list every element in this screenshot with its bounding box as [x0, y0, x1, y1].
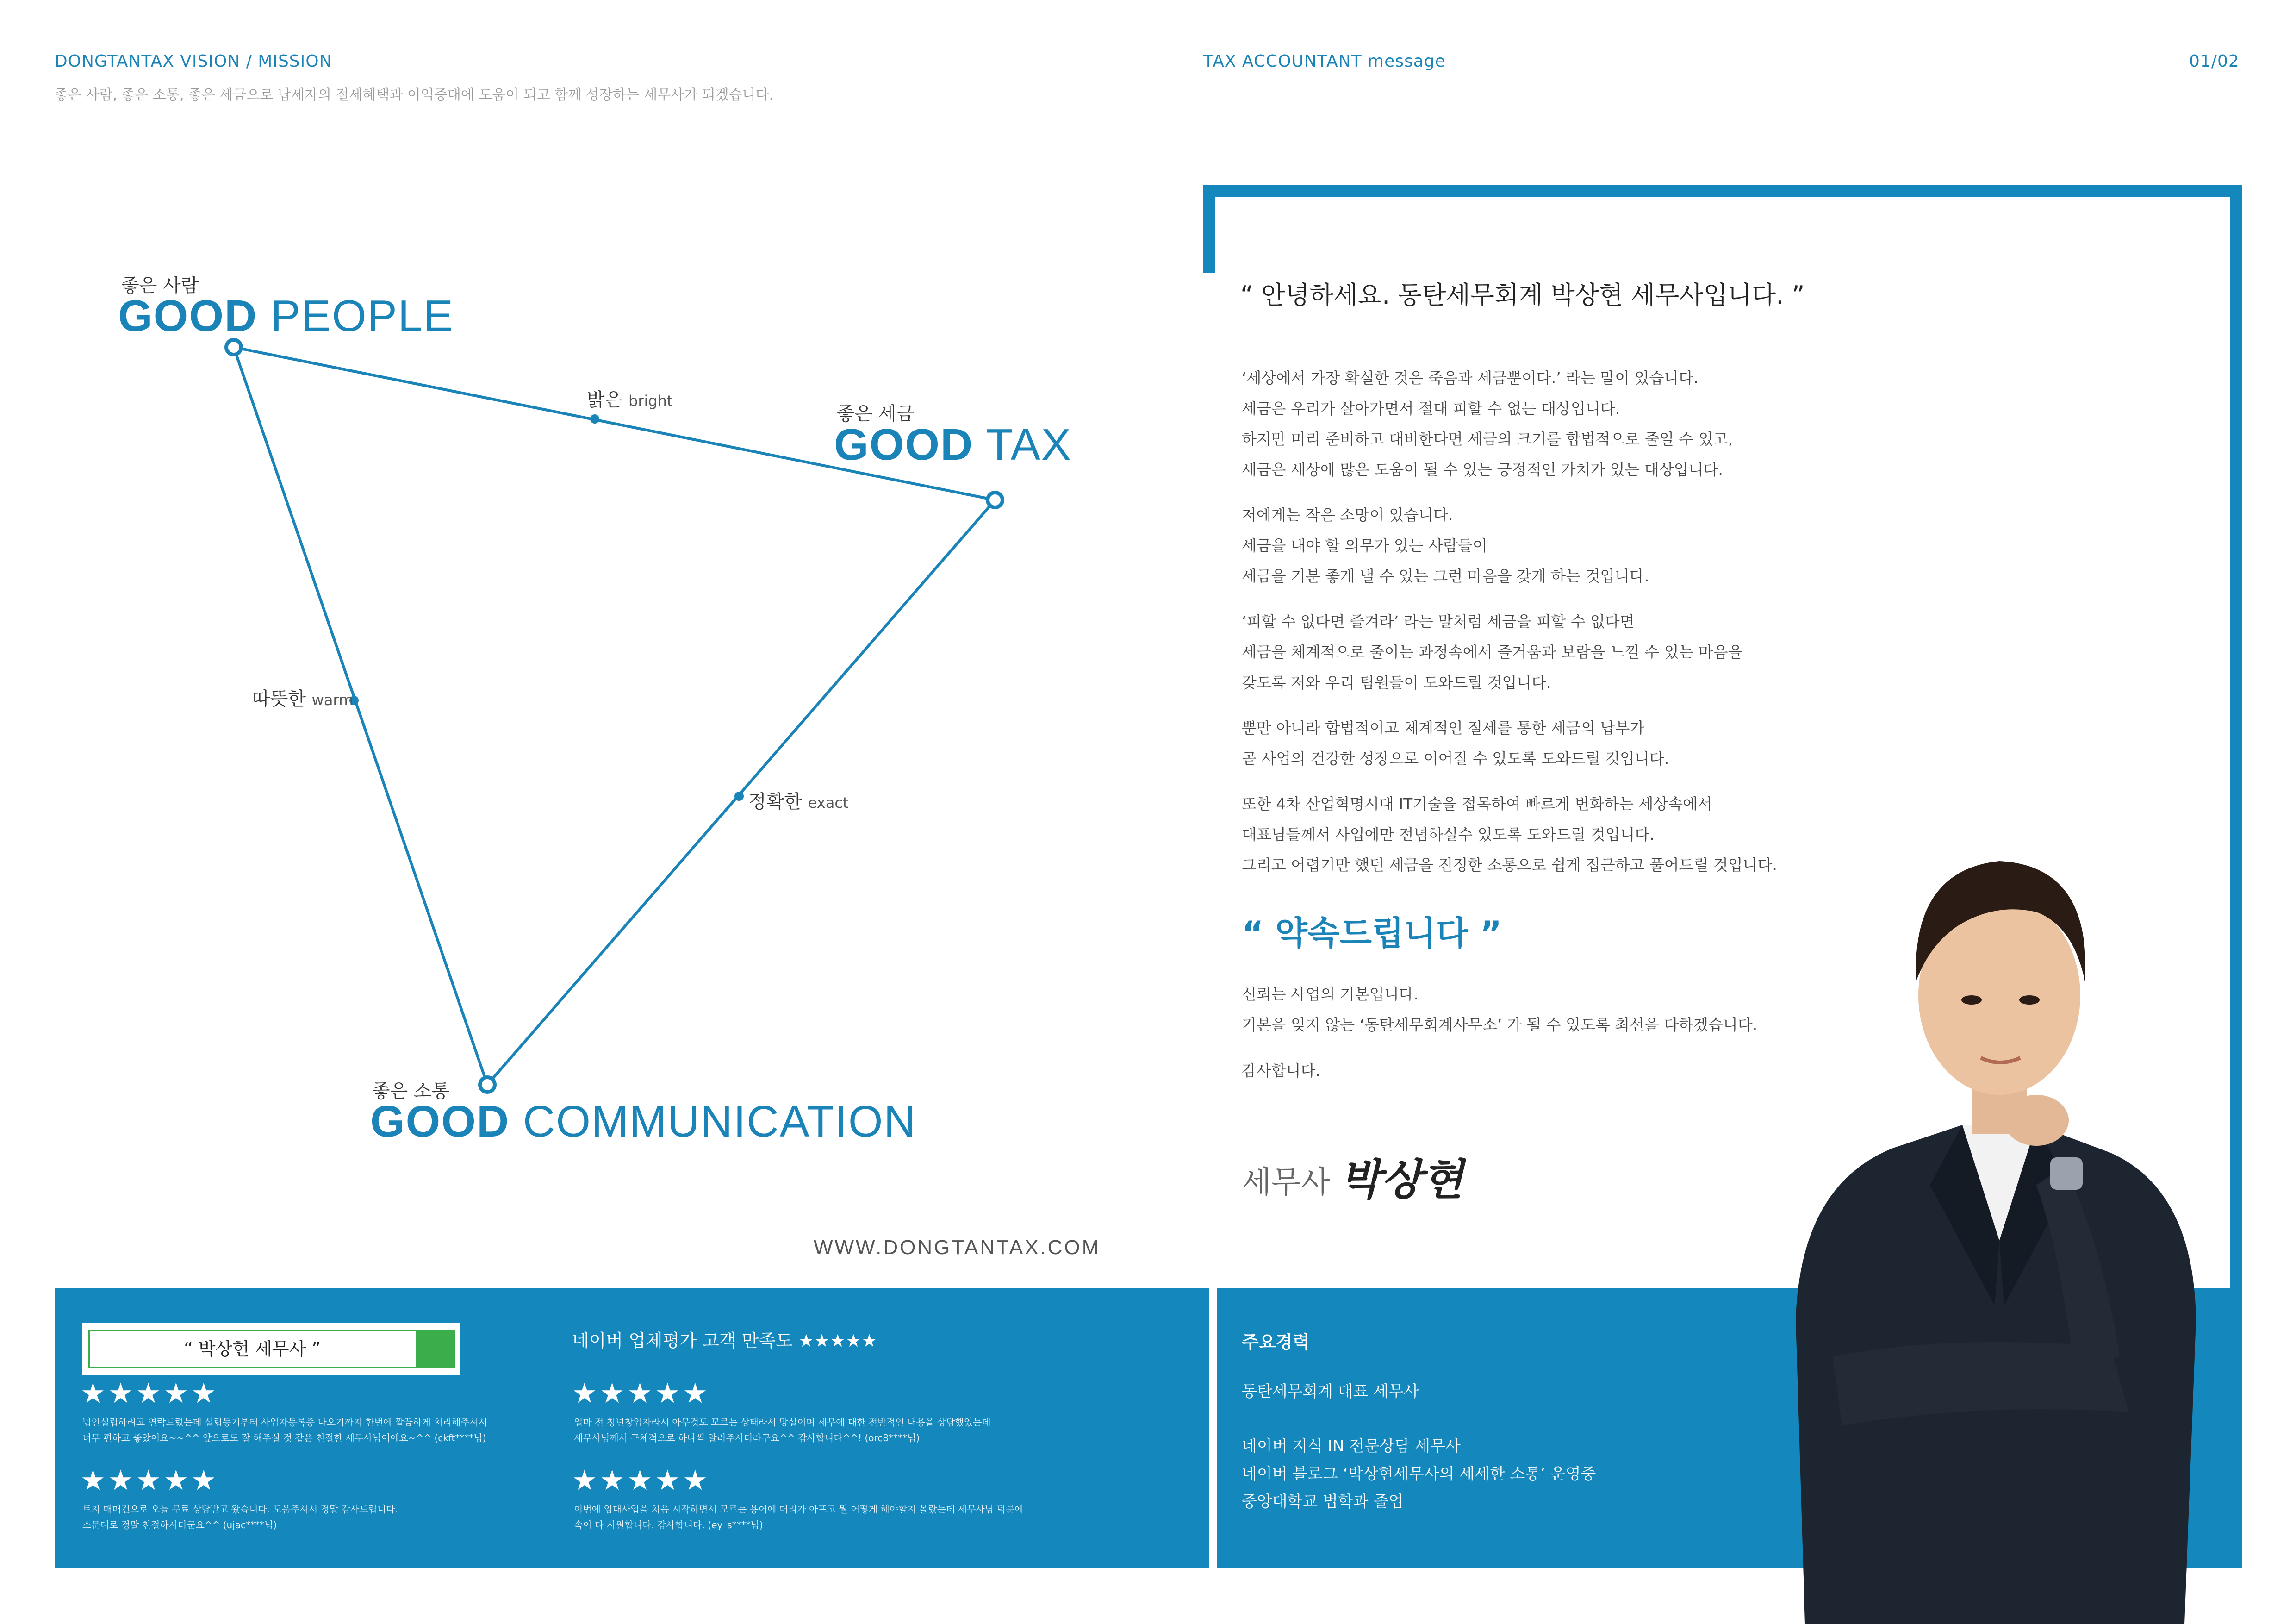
closing-paragraph: 신뢰는 사업의 기본입니다. 기본을 잊지 않는 ‘동탄세무회계사무소’ 가 될 수 있도록 최선을 다하겠습니다. — [1242, 985, 1758, 1034]
good-word: GOOD — [834, 420, 974, 469]
bright-dot — [590, 414, 599, 424]
message-paragraph-3: ‘피할 수 없다면 즐겨라’ 라는 말처럼 세금을 피할 수 없다면 세금을 체계적으로 줄이는 과정속에서 즐거움과 보람을 느낄 수 있는 마음을 갖도록 저와 우리 팀원들이 도와드릴 것입니다. — [1242, 612, 1743, 692]
message-quote: “ 안녕하세요. 동탄세무회계 박상현 세무사입니다. ” — [1240, 281, 1805, 310]
signature-role: 세무사 — [1242, 1164, 1331, 1200]
tax-word: TAX — [986, 420, 1072, 469]
people-word: PEOPLE — [271, 291, 454, 341]
career-title: 주요경력 — [1242, 1332, 1310, 1352]
career-item-3: 네이버 블로그 ‘박상현세무사의 세세한 소통’ 운영중 — [1242, 1465, 1596, 1483]
header-center-title: TAX ACCOUNTANT message — [1203, 52, 1446, 71]
vision-triangle — [0, 0, 1157, 1157]
review-4-stars: ★★★★★ — [572, 1464, 710, 1497]
website-url[interactable]: WWW.DONGTANTAX.COM — [814, 1236, 1101, 1259]
exact-label: 정확한 exact — [748, 791, 849, 812]
good-tax-title — [834, 419, 1072, 470]
people-node — [226, 340, 241, 355]
frame-top — [1203, 185, 2242, 197]
message-paragraph-5: 또한 4차 산업혁명시대 IT기술을 접목하여 빠르게 변화하는 세상속에서 대표님들께서 사업에만 전념하실수 있도록 도와드릴 것입니다. 그리고 어렵기만 했던 세금을 진정한 소통으로 쉽게 접근하고 풀어드릴 것입니다. — [1242, 795, 1777, 874]
tax-accountant-portrait — [1777, 787, 2221, 1624]
search-box-frame — [82, 1323, 460, 1375]
thanks-text: 감사합니다. — [1242, 1062, 1320, 1080]
career-item-2: 네이버 지식 IN 전문상담 세무사 — [1242, 1437, 1461, 1455]
review-1-stars: ★★★★★ — [81, 1377, 219, 1410]
tax-node — [988, 493, 1002, 507]
career-item-4: 중앙대학교 법학과 졸업 — [1242, 1493, 1404, 1511]
search-box-text: “ 박상현 세무사 ” — [184, 1339, 321, 1359]
review-1-text: 법인설립하려고 연락드렸는데 설립등기부터 사업자등록증 나오기까지 한번에 깔끔하게 처리해주셔서 너무 편하고 좋았어요~~^^ 앞으로도 잘 해주실 것 같은 친절한 세무사님이에요~^^ (ckft****님) — [82, 1417, 488, 1443]
review-2-stars: ★★★★★ — [81, 1464, 219, 1497]
good-communication-title — [370, 1096, 917, 1147]
frame-right — [2230, 185, 2242, 1296]
review-3-text: 얼마 전 청년창업자라서 아무것도 모르는 상태라서 망설이며 세무에 대한 전반적인 내용을 상담했었는데 세무사님께서 구체적으로 하나씩 알려주시더라구요^^ 감사합니다^^! (orc8****님) — [574, 1417, 991, 1443]
career-item-1: 동탄세무회계 대표 세무사 — [1242, 1382, 1419, 1401]
review-3-stars: ★★★★★ — [572, 1377, 710, 1410]
exact-dot — [734, 792, 744, 801]
review-4-text: 이번에 임대사업을 처음 시작하면서 모르는 용어에 머리가 아프고 뭘 어떻게 해야할지 몰랐는데 세무사님 덕분에 속이 다 시원합니다. 감사합니다. (ey_s****님) — [574, 1504, 1024, 1530]
communication-node — [480, 1077, 495, 1092]
review-2-text: 토지 매매건으로 오늘 무료 상담받고 왔습니다. 도움주셔서 정말 감사드립니다. 소문대로 정말 친절하시더군요^^ (ujac****님) — [82, 1504, 398, 1530]
communication-kor-label: 좋은 소통 — [372, 1081, 450, 1102]
warm-label: 따뜻한 warm — [252, 688, 354, 710]
naver-rating-title: 네이버 업체평가 고객 만족도 ★★★★★ — [572, 1330, 877, 1351]
header-left-title: DONGTANTAX VISION / MISSION — [55, 52, 332, 71]
search-box[interactable] — [88, 1330, 455, 1368]
message-body — [1242, 363, 1797, 881]
good-word: GOOD — [118, 291, 258, 341]
search-button[interactable] — [416, 1331, 453, 1367]
promise-heading: “ 약속드립니다 ” — [1242, 914, 1502, 953]
message-paragraph-1: ‘세상에서 가장 확실한 것은 죽음과 세금뿐이다.’ 라는 말이 있습니다. 세금은 우리가 살아가면서 절대 피할 수 없는 대상입니다. 하지만 미리 준비하고 대비한다면 세금의 크기를 합법적으로 줄일 수 있고, 세금은 세상에 많은 도움이 될 수 있는 긍정적인 가치가 있는 대상입니다. — [1242, 369, 1733, 479]
people-kor-label: 좋은 사람 — [121, 275, 199, 296]
signature-name: 박상현 — [1340, 1155, 1463, 1205]
tax-kor-label: 좋은 세금 — [837, 403, 915, 425]
page-number: 01/02 — [2189, 52, 2240, 71]
message-paragraph-2: 저에게는 작은 소망이 있습니다. 세금을 내야 할 의무가 있는 사람들이 세금을 기분 좋게 낼 수 있는 그런 마음을 갖게 하는 것입니다. — [1242, 506, 1649, 585]
communication-word: COMMUNICATION — [523, 1097, 917, 1146]
frame-left — [1203, 185, 1215, 273]
good-people-title — [118, 291, 454, 342]
header-left-subtitle: 좋은 사람, 좋은 소통, 좋은 세금으로 납세자의 절세혜택과 이익증대에 도움이 되고 함께 성장하는 세무사가 되겠습니다. — [55, 87, 774, 103]
message-paragraph-4: 뿐만 아니라 합법적이고 체계적인 절세를 통한 세금의 납부가 곧 사업의 건강한 성장으로 이어질 수 있도록 도와드릴 것입니다. — [1242, 719, 1669, 768]
bright-label: 밝은 bright — [587, 389, 673, 411]
good-word: GOOD — [370, 1097, 510, 1146]
